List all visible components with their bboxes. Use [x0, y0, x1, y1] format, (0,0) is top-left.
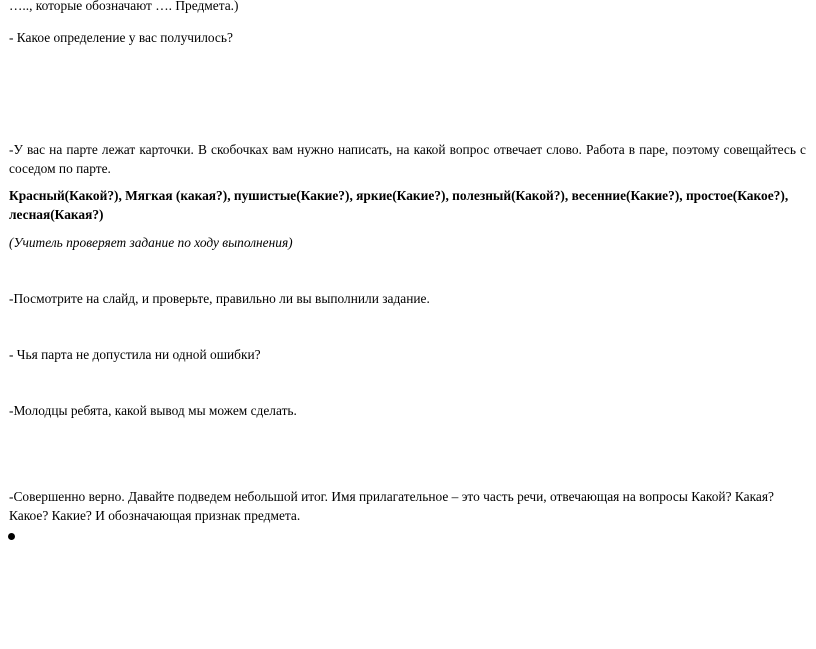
paragraph-intro-fragment: ….., которые обозначают …. Предмета.) — [9, 0, 239, 13]
paragraph-conclusion-question: -Молодцы ребята, какой вывод мы можем сделать. — [9, 403, 297, 418]
bullet-icon — [8, 533, 15, 540]
paragraph-no-mistakes-question: - Чья парта не допустила ни одной ошибки? — [9, 347, 261, 362]
paragraph-cards-task: -У вас на парте лежат карточки. В скобочках вам нужно написать, на какой вопрос отвечает слово. Работа в паре, поэтому совещайтесь с соседом по парте. — [9, 142, 806, 176]
paragraph-definition-question: - Какое определение у вас получилось? — [9, 30, 233, 45]
paragraph-summary: -Совершенно верно. Давайте подведем небольшой итог. Имя прилагательное – это часть речи, отвечающая на вопросы Какой? Какая? Какое? Какие? И обозначающая признак предмета. — [9, 489, 774, 523]
paragraph-check-slide: -Посмотрите на слайд, и проверьте, правильно ли вы выполнили задание. — [9, 291, 430, 306]
paragraph-word-list: Красный(Какой?), Мягкая (какая?), пушистые(Какие?), яркие(Какие?), полезный(Какой?), весенние(Какие?), простое(Какое?), лесная(Какая?) — [9, 188, 789, 222]
paragraph-teacher-note: (Учитель проверяет задание по ходу выполнения) — [9, 235, 293, 250]
